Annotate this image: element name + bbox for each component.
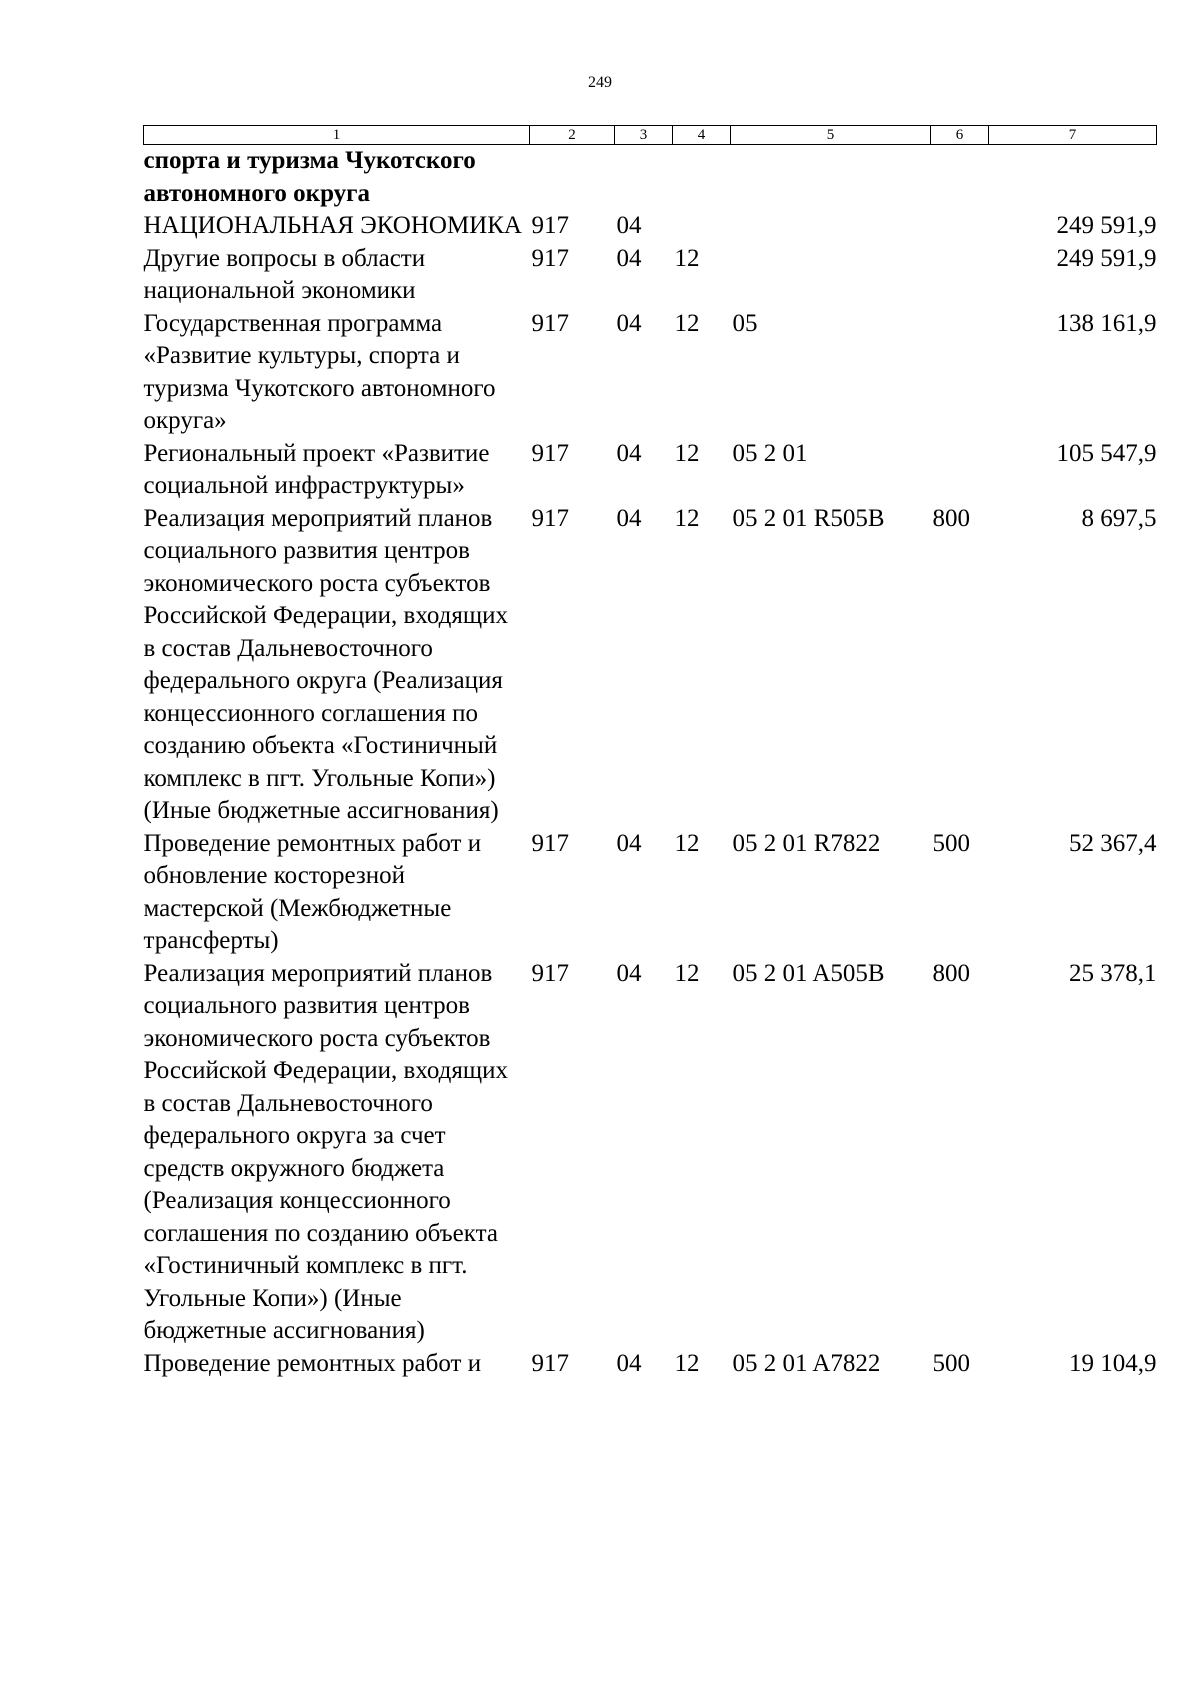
row-vr [931,308,989,438]
table-row [144,308,1157,438]
row-vr: 800 [932,504,970,532]
row-csr: 05 2 01 A7822 [732,1349,881,1377]
row-sum: 249 591,9 [1056,212,1157,239]
header-cell-vr: 6 [931,126,989,145]
row-rz: 04 [616,1349,642,1377]
table-row [144,438,1157,503]
page-number: 249 [588,74,612,91]
header-row [144,126,1157,145]
header-cell-csr: 5 [731,126,931,145]
table-row [144,210,1157,243]
row-sum: 19 104,9 [1069,1349,1157,1377]
table-header [144,126,1157,145]
row-sum: 105 547,9 [1056,439,1157,467]
budget-table [143,125,1157,1380]
row-gr: 917 [531,959,569,987]
table-row [144,145,1157,211]
row-vr: 800 [932,959,970,987]
table-row [144,828,1157,958]
row-gr: 917 [531,504,569,532]
row-gr: 917 [531,309,569,337]
row-sum [989,145,1157,211]
row-gr: 917 [531,829,569,857]
row-csr [731,243,931,308]
row-pr: 12 [674,439,700,467]
row-vr: 500 [932,829,970,857]
row-name: Государственная программа «Развитие культуры, спорта и туризма Чукотского автономного округа» [143,309,496,434]
row-name: Реализация мероприятий планов социального развития центров экономического роста субъектов Российской Федерации, входящих в состав Дальневосточного федерального округа за счет средств окружного бюджета (Реализация концессионного соглашения по созданию объекта «Гостиничный комплекс в пгт. Угольные Копи») (Иные бюджетные ассигнования) [143,959,509,1344]
row-name: Реализация мероприятий планов социального развития центров экономического роста субъектов Российской Федерации, входящих в состав Дальневосточного федерального округа (Реализация концессионного соглашения по созданию объекта «Гостиничный комплекс в пгт. Угольные Копи») (Иные бюджетные ассигнования) [143,504,509,824]
row-sum: 8 697,5 [1081,504,1157,532]
row-csr: 05 2 01 [732,439,808,467]
row-rz: 04 [616,829,642,857]
row-gr: 917 [531,439,569,467]
row-vr [931,243,989,308]
row-name: Проведение ремонтных работ и обновление косторезной мастерской (Межбюджетные трансферты) [143,829,482,954]
row-pr: 12 [674,309,700,337]
table-row [144,243,1157,308]
row-csr: 05 [732,309,758,337]
row-csr: 05 2 01 A505B [732,959,885,987]
row-rz: 04 [616,309,642,337]
row-gr: 917 [531,244,569,272]
row-rz: 04 [616,212,642,239]
row-rz: 04 [616,959,642,987]
row-rz: 04 [616,504,642,532]
row-pr [673,145,731,211]
row-gr [530,145,615,211]
row-pr: 12 [674,959,700,987]
row-sum: 52 367,4 [1069,829,1157,857]
row-sum: 249 591,9 [1056,244,1157,272]
row-vr: 500 [932,1349,970,1377]
row-vr [931,438,989,503]
row-pr: 12 [674,504,700,532]
row-name: Проведение ремонтных работ и [143,1349,482,1377]
table-body [144,145,1157,1381]
row-sum: 138 161,9 [1056,309,1157,337]
header-cell-name: 1 [144,126,530,145]
row-csr [731,145,931,211]
row-pr: 12 [674,1349,700,1377]
row-vr [931,145,989,211]
row-gr: 917 [531,1349,569,1377]
row-rz: 04 [616,439,642,467]
row-pr: 12 [674,244,700,272]
header-cell-pr: 4 [673,126,731,145]
row-sum: 25 378,1 [1069,959,1157,987]
table-row [144,503,1157,828]
row-name: НАЦИОНАЛЬНАЯ ЭКОНОМИКА [143,212,522,239]
header-cell-gr: 2 [530,126,615,145]
row-vr [931,210,989,243]
row-rz [615,145,673,211]
header-cell-rz: 3 [615,126,673,145]
row-name: Другие вопросы в области национальной экономики [143,244,426,304]
table-row [144,1348,1157,1381]
row-pr: 12 [674,829,700,857]
row-name: спорта и туризма Чукотского автономного округа [143,147,476,207]
row-rz: 04 [616,244,642,272]
row-csr [731,210,931,243]
row-gr: 917 [531,212,569,239]
row-pr [673,210,731,243]
header-cell-sum: 7 [989,126,1157,145]
row-csr: 05 2 01 R7822 [732,829,881,857]
row-csr: 05 2 01 R505B [732,504,885,532]
table-row [144,958,1157,1348]
row-name: Региональный проект «Развитие социальной инфраструктуры» [143,439,490,499]
